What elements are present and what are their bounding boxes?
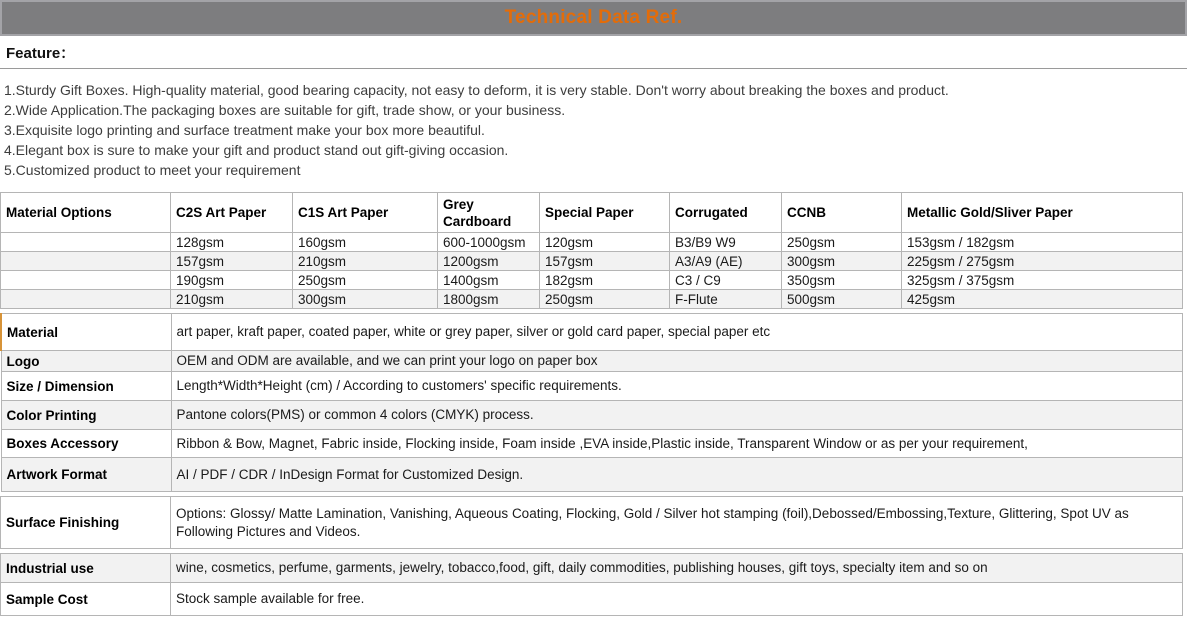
feature-item-4: 4.Elegant box is sure to make your gift and product stand out gift-giving occasion. [4,142,509,158]
column-header-c1s-art-paper: C1S Art Paper [293,193,438,233]
column-header-corrugated: Corrugated [670,193,782,233]
detail-value-color-printing: Pantone colors(PMS) or common 4 colors (CMYK) process. [171,401,1183,430]
spec-cell: 1200gsm [438,252,540,271]
table-row [1,497,1183,549]
spec-cell [1,252,171,271]
spec-cell: C3 / C9 [670,271,782,290]
table-row [1,401,1183,430]
detail-value-sample-cost: Stock sample available for free. [171,583,1183,616]
spec-cell: 225gsm / 275gsm [902,252,1183,271]
table-row [1,583,1183,616]
spec-cell: 128gsm [171,233,293,252]
spec-cell: F-Flute [670,290,782,309]
detail-value-material: art paper, kraft paper, coated paper, white or grey paper, silver or gold card paper, special paper etc [171,314,1183,351]
detail-label-color-printing: Color Printing [1,401,171,430]
spec-cell: 190gsm [171,271,293,290]
detail-label-surface-finishing: Surface Finishing [1,497,171,549]
table-row [1,233,1183,252]
spec-cell: 300gsm [293,290,438,309]
column-header-special-paper: Special Paper [540,193,670,233]
spec-cell [1,233,171,252]
spec-cell: 1800gsm [438,290,540,309]
feature-item-1: 1.Sturdy Gift Boxes. High-quality material, good bearing capacity, not easy to deform, it is very stable. Don't worry about breaking the boxes and product. [4,82,949,98]
detail-label-industrial-use: Industrial use [1,554,171,583]
spec-cell: A3/A9 (AE) [670,252,782,271]
table-row [1,290,1183,309]
column-header-metallic-paper: Metallic Gold/Sliver Paper [902,193,1183,233]
detail-label-boxes-accessory: Boxes Accessory [1,430,171,458]
spec-cell: 153gsm / 182gsm [902,233,1183,252]
detail-table-bottom [0,553,1183,616]
column-header-c2s-art-paper: C2S Art Paper [171,193,293,233]
feature-item-3: 3.Exquisite logo printing and surface treatment make your box more beautiful. [4,122,485,138]
spec-cell: 250gsm [293,271,438,290]
spec-cell: 157gsm [540,252,670,271]
table-row [1,430,1183,458]
detail-value-surface-finishing: Options: Glossy/ Matte Lamination, Vanishing, Aqueous Coating, Flocking, Gold / Silver hot stamping (foil),Debossed/Embossing,Texture, Glittering, Spot UV as Following Pictures and Videos. [171,497,1183,549]
spec-cell: 425gsm [902,290,1183,309]
table-row [1,314,1183,351]
column-header-grey-cardboard: Grey Cardboard [438,193,540,233]
page-title: Technical Data Ref. [504,7,683,28]
table-row [1,351,1183,372]
spec-header-row [1,193,1183,233]
spec-cell: 210gsm [171,290,293,309]
table-row [1,252,1183,271]
spec-cell: 350gsm [782,271,902,290]
detail-label-size-dimension: Size / Dimension [1,372,171,401]
material-options-table [0,192,1183,309]
detail-label-material: Material [1,314,171,351]
detail-value-size-dimension: Length*Width*Height (cm) / According to customers' specific requirements. [171,372,1183,401]
feature-item-2: 2.Wide Application.The packaging boxes are suitable for gift, trade show, or your business. [4,102,566,118]
spec-cell: 325gsm / 375gsm [902,271,1183,290]
spec-cell: 250gsm [540,290,670,309]
column-header-material-options: Material Options [1,193,171,233]
detail-value-artwork-format: AI / PDF / CDR / InDesign Format for Customized Design. [171,458,1183,492]
spec-cell: 157gsm [171,252,293,271]
spec-cell: 120gsm [540,233,670,252]
detail-value-logo: OEM and ODM are available, and we can print your logo on paper box [171,351,1183,372]
table-row [1,271,1183,290]
feature-list [0,69,1187,189]
detail-value-industrial-use: wine, cosmetics, perfume, garments, jewelry, tobacco,food, gift, daily commodities, publishing houses, gift toys, specialty item and so on [171,554,1183,583]
detail-label-logo: Logo [1,351,171,372]
spec-cell [1,290,171,309]
spec-cell: 1400gsm [438,271,540,290]
table-row [1,458,1183,492]
feature-item-5: 5.Customized product to meet your requirement [4,162,301,178]
detail-label-sample-cost: Sample Cost [1,583,171,616]
spec-cell: 182gsm [540,271,670,290]
spec-cell: 160gsm [293,233,438,252]
detail-table-main [0,313,1183,492]
detail-label-artwork-format: Artwork Format [1,458,171,492]
detail-value-boxes-accessory: Ribbon & Bow, Magnet, Fabric inside, Flocking inside, Foam inside ,EVA inside,Plastic inside, Transparent Window or as per your requirement, [171,430,1183,458]
feature-heading: Feature： [6,45,76,62]
spec-cell [1,271,171,290]
spec-cell: 250gsm [782,233,902,252]
spec-cell: 500gsm [782,290,902,309]
detail-table-surface [0,496,1183,549]
column-header-ccnb: CCNB [782,193,902,233]
spec-cell: 210gsm [293,252,438,271]
spec-cell: 600-1000gsm [438,233,540,252]
table-row [1,372,1183,401]
title-bar [0,0,1187,36]
feature-heading-band [0,36,1187,69]
spec-cell: B3/B9 W9 [670,233,782,252]
table-row [1,554,1183,583]
spec-cell: 300gsm [782,252,902,271]
